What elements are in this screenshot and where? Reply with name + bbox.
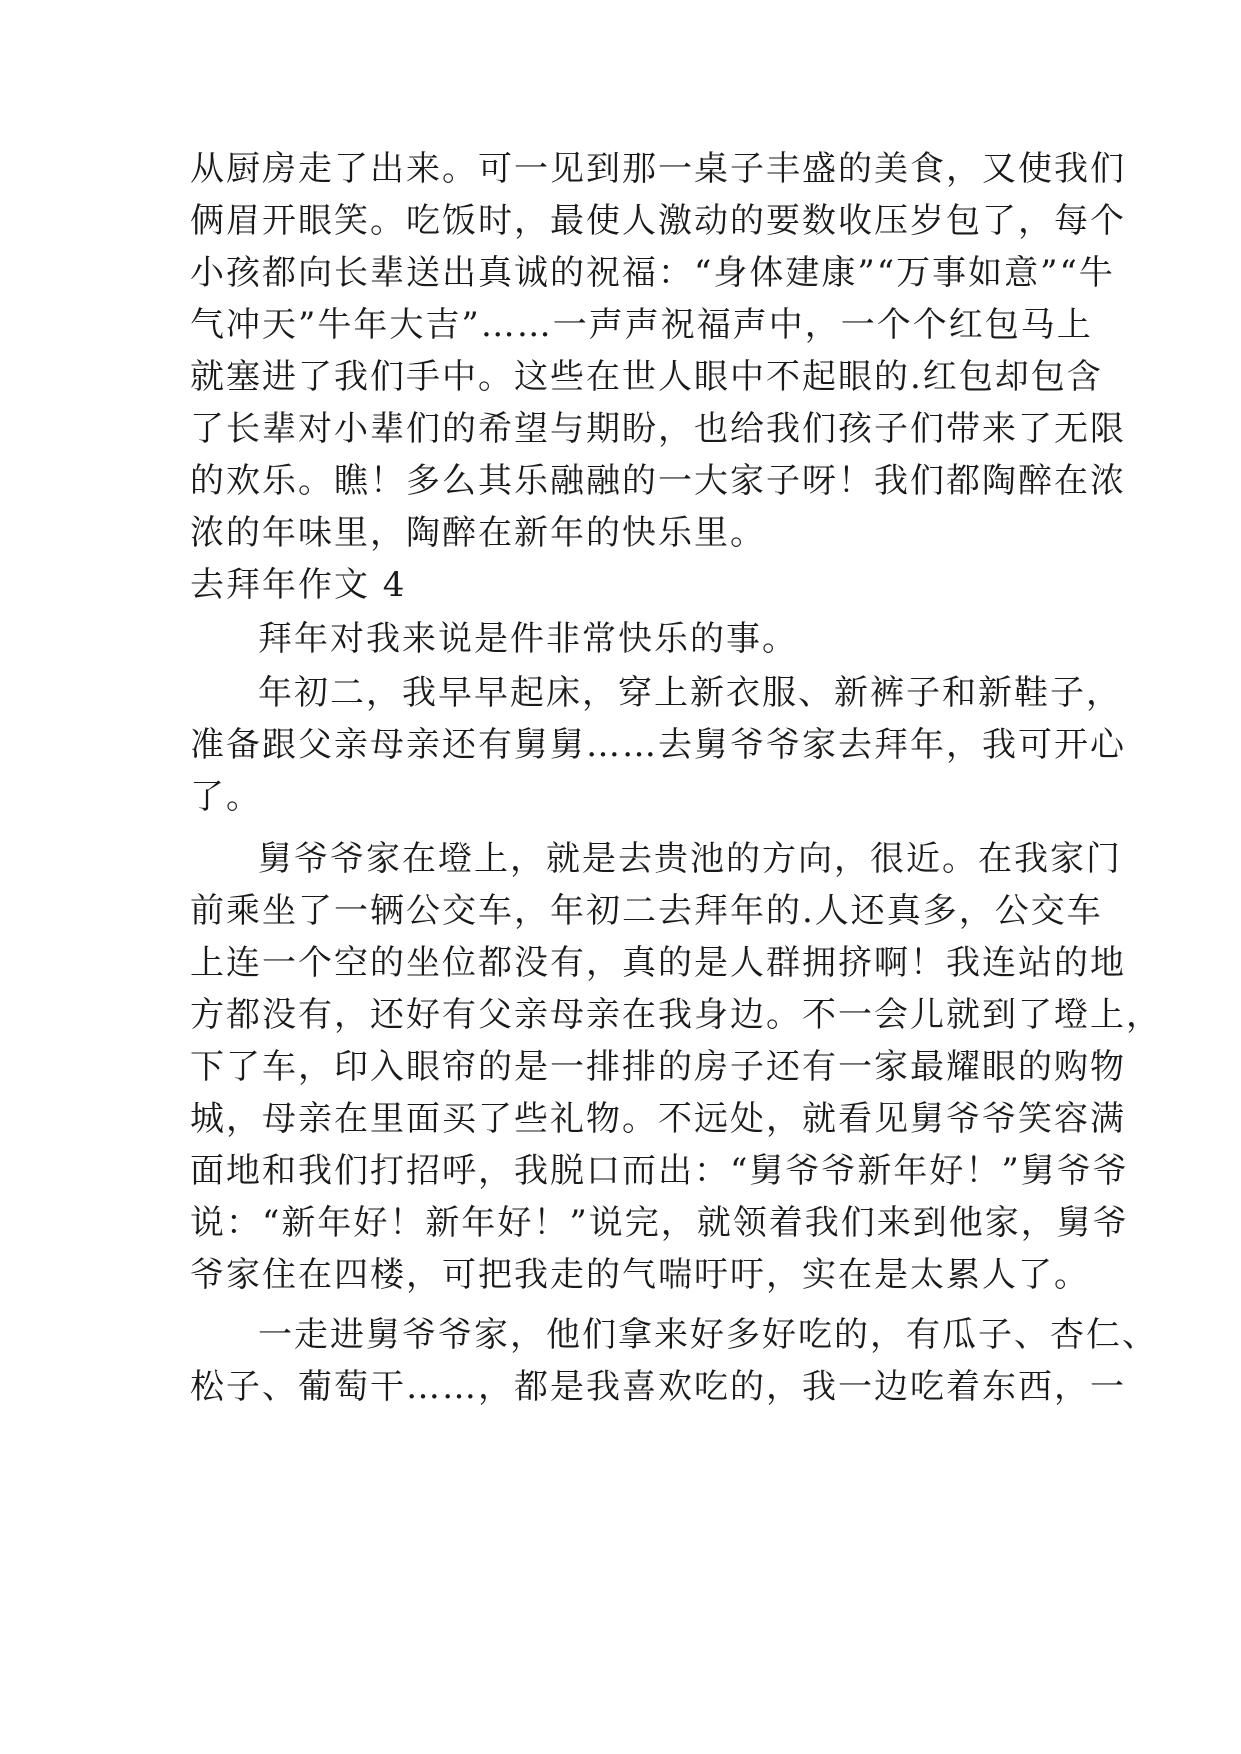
text-line: 了长辈对小辈们的希望与期盼，也给我们孩子们带来了无限 <box>190 409 1126 449</box>
text-line: 气冲天”牛年大吉”……一声声祝福声中，一个个红包马上 <box>190 305 1093 345</box>
text-line: 年初二，我早早起床，穿上新衣服、新裤子和新鞋子， <box>258 673 1122 713</box>
text-line: 准备跟父亲母亲还有舅舅……去舅爷爷家去拜年，我可开心 <box>190 725 1126 765</box>
text-line: 了。 <box>190 777 262 817</box>
text-line: 从厨房走了出来。可一见到那一桌子丰盛的美食，又使我们 <box>190 149 1126 189</box>
text-line: 的欢乐。瞧！多么其乐融融的一大家子呀！我们都陶醉在浓 <box>190 461 1126 501</box>
text-line: 松子、葡萄干……，都是我喜欢吃的，我一边吃着东西，一 <box>190 1367 1126 1407</box>
text-line: 俩眉开眼笑。吃饭时，最使人激动的要数收压岁包了，每个 <box>190 201 1126 241</box>
text-line: 前乘坐了一辆公交车，年初二去拜年的.人还真多，公交车 <box>190 891 1103 931</box>
text-line: 舅爷爷家在墱上，就是去贵池的方向，很近。在我家门 <box>258 839 1122 879</box>
text-line: 浓的年味里，陶醉在新年的快乐里。 <box>190 513 766 553</box>
text-line: 小孩都向长辈送出真诚的祝福：“身体建康”“万事如意”“牛 <box>190 253 1115 293</box>
text-line: 下了车，印入眼帘的是一排排的房子还有一家最耀眼的购物 <box>190 1047 1126 1087</box>
text-line: 爷家住在四楼，可把我走的气喘吁吁，实在是太累人了。 <box>190 1255 1090 1295</box>
text-line: 说：“新年好！新年好！”说完，就领着我们来到他家，舅爷 <box>190 1203 1129 1243</box>
text-line: 方都没有，还好有父亲母亲在我身边。不一会儿就到了墱上， <box>190 995 1162 1035</box>
text-line: 就塞进了我们手中。这些在世人眼中不起眼的.红包却包含 <box>190 357 1103 397</box>
text-line: 上连一个空的坐位都没有，真的是人群拥挤啊！我连站的地 <box>190 943 1126 983</box>
text-line: 面地和我们打招呼，我脱口而出：“舅爷爷新年好！”舅爷爷 <box>190 1151 1129 1191</box>
text-line: 拜年对我来说是件非常快乐的事。 <box>258 619 798 659</box>
section-title: 去拜年作文 4 <box>190 565 407 605</box>
text-line: 城，母亲在里面买了些礼物。不远处，就看见舅爷爷笑容满 <box>190 1099 1126 1139</box>
text-line: 一走进舅爷爷家，他们拿来好多好吃的，有瓜子、杏仁、 <box>258 1315 1158 1355</box>
